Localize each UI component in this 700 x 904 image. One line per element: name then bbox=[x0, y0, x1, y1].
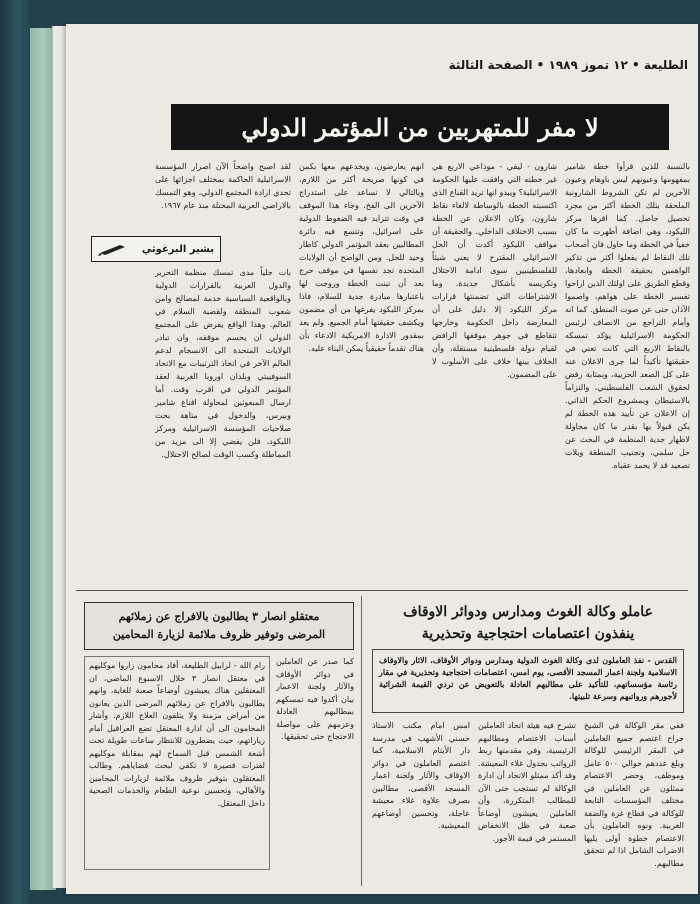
detainees-headline-line1: معتقلو انصار ٣ يطالبون بالافراج عن زملائهم bbox=[118, 610, 320, 623]
unrwa-headline-line1: عاملو وكالة الغوث ومدارس ودوائر الاوقاف bbox=[403, 604, 653, 620]
article-text: بالنسبة للذين قرأوا خطة شامير بمفهومها وعيونهم ليس باوهام وعيون الآخرين لم تكن الشروط الشارونية الملحقة بتلك الخطة أكثر من مجرد تحصيل حاصل. كما اقرها مركز الليكود، وهي اضافة أظهرت ما كان خفياً في الخطة وما حاول فان أصحاب تلك النقاط لم يفعلوا أكثر من تذكير الواهمين بحقيقة الخطة وابعادها، وقطع الطريق على اولئك الذين اراحوا تفسير الخطة على هواهم، واصموا الآذان حتى عن صوت المنطق. كما انه وأمام التراجع من الانصاف لرئيس الحكومة الاسرائيلية يؤكد تمسكه بالنقاط الاربع التي كانت تعني في حقيقتها تأكيداً لما جرى الاعلان عنه على كل الصعد الحزبية، وبمثابة رفض لحقوق الشعب الفلسطيني، والتزاماً بالاستيطان وبمشروع الحكم الذاتي. إن الاعلان عن تأييد هذه الخطة لم يكن قبولاً بها بقدر ما كان محاولة لاظهار جدية المنظمة في البحث عن حل سلمي، وتجنيب المنطقة ويلات تصعيد قد لا يحمد عقباه. bbox=[565, 162, 690, 470]
main-headline: لا مفر للمتهربين من المؤتمر الدولي bbox=[171, 104, 669, 150]
article-text: شارون - ليفي - موداعي الاربع هي غير خطته التي وافقت عليها الحكومة الاسرائيلية؟ ويبدو انها تريد القناع الذي اكتسبته الخطة بالوساطة لالغاء نقاط شارون، وكان الاعلان عن الخطة بسبب الاختلاف الداخلي. والحقيقة أن مواقف الليكود أكدت أن الحل الاسرائيلي المقترح لا يعني شيئاً للفلسطينيين سوى ادامة الاحتلال وتكريسه بأشكال جديدة. وما الاشتراطات التي تضمنتها قرارات مركز الليكود إلا دليل على أن المعارضة داخل الحكومة وخارجها تتقاطع في جوهر موقفها الرافض لقيام دولة فلسطينية مستقلة، وأن الخلاف بينها خلاف على الأسلوب لا على المضمون. bbox=[432, 162, 557, 379]
detainees-headline-line2: المرضى وتوفير ظروف ملائمة لزيارة المحامين bbox=[112, 628, 326, 641]
author-name: بشير البرغوثي bbox=[141, 243, 214, 255]
article-column-1 bbox=[565, 160, 690, 584]
binder-cover-left bbox=[0, 0, 30, 904]
issue-header: الطليعة • ١٢ تموز ١٩٨٩ • الصفحة الثالثة bbox=[448, 58, 688, 72]
unrwa-column-2: تشرح فيه هيئة اتحاد العاملين أسباب الاعتصام ومطالبهم الرئيسية، وفي مقدمتها ربط الرواتب بجدول غلاء المعيشة. وقد أكد ممثلو الاتحاد أن ادارة الوكالة لم تستجب حتى الآن للمطالب المتكررة، وأن العاملين يعيشون أوضاعاً صعبة في ظل الانخفاض المستمر في قيمة الأجور. bbox=[478, 721, 576, 843]
article-text: انهم يعارضون، ويخدعهم معها بكمن في كونها صريحة أكثر من اللازم، وبالتالي لا تساعد على استدراج الآخرين الى الفخ. وجاء هذا الموقف في وقت تتزايد فيه الضغوط الدولية على اسرائيل، وتتسع فيه دائرة المطالبين بعقد المؤتمر الدولي كاطار وحيد للحل. ومن الواضح أن الولايات المتحدة تجد نفسها في موقف حرج بعد أن تبنت الخطة وروجت لها باعتبارها مبادرة جدية للسلام، فاذا بمركز الليكود يفرغها من أي مضمون ويكشف حقيقتها أمام الجميع. ولم يعد بمقدور الادارة الامريكية الادعاء بأن هناك تقدماً حقيقياً يمكن البناء عليه. bbox=[299, 162, 424, 353]
section-divider bbox=[76, 590, 688, 591]
unrwa-headline-line2: ينفذون اعتصامات احتجاجية وتحذيرية bbox=[421, 626, 635, 642]
article-text: بات جلياً مدى تمسك منظمة التحرير والدول العربية بالقرارات الدولية وبالواقعية السياسية خدمة لمصالح وامن شعوب المنطقة ولقضية السلام في العالم. وهذا الواقع يفرض على المجتمع الدولي ان يحسم موقفه، وان تبادر الولايات المتحدة الى الانسجام لدعم العالم الآخر في اتخاذ الترتيبات مع الاتحاد السوفييتي وبلدان اوروبا الغربية لعقد المؤتمر الدولي في اقرب وقت. أما ارسال المبعوثين لمحاولة اقناع شامير وبيرس، والدخول في متاهة بحث صلاحيات المؤسسة الاسرائيلية ومركز الليكود، فلن يفضي إلا الى مزيد من المماطلة وكسب الوقت لصالح الاحتلال. bbox=[155, 268, 291, 459]
article-column-2 bbox=[432, 160, 557, 584]
newspaper-page bbox=[66, 24, 698, 894]
column-divider bbox=[361, 596, 362, 886]
unrwa-column-3: امس امام مكتب الاستاذ حسني الأشهب في مدرسة دار الأيتام الاسلامية، كما اعتصم العاملون في دوائر الاوقاف والآثار ولجنة اعمار المسجد الأقصى، مطالبين بصرف علاوة غلاء معيشة عاجلة، وتحسين أوضاعهم المعيشية. bbox=[372, 721, 470, 830]
unrwa-lead-box: القدس - نفذ العاملون لدى وكالة الغوث الدولية ومدارس ودوائر الأوقاف، الاثار والاوقاف الاسلامية ولجنة اعمار المسجد الأقصى، يوم امس، اعتصامات احتجاجية وتحذيرية في مقار رئاسة مؤسساتهم، للتأكيد على مطالبهم العادلة بالتعويض عن تردي القيمة الشرائية لأجورهم ورواتبهم وسرعة تلبيتها. bbox=[372, 649, 684, 713]
article-column-3 bbox=[299, 160, 424, 584]
detainees-headline-box bbox=[84, 602, 354, 650]
article-text: لقد اصبح واضحاً الآن اصرار المؤسسة الاسرائيلية الحاكمة بمختلف اجزائها على تحدي ارادة المجتمع الدولي، وهو التمسك بالاراضي العربية المحتلة منذ عام ١٩٦٧. bbox=[155, 162, 291, 210]
detainees-column-1 bbox=[84, 656, 270, 882]
article-column-4 bbox=[155, 160, 291, 584]
detainees-article-box: رام الله - لرابيل الطليعة، أفاد محامون زاروا موكليهم في معتقل انصار ٣ خلال الاسبوع الماضي، ان المعتقلين هناك يعيشون أوضاعاً صعبة للغاية، وانهم يطالبون بالافراج عن زملائهم المرضى الذين يعانون من أمراض مزمنة ولا يتلقون العلاج اللازم. وأشار المحامون الى أن ادارة المعتقل تضع العراقيل أمام زياراتهم، حيث يضطرون للانتظار ساعات طويلة تحت أشعة الشمس قبل السماح لهم بمقابلة موكليهم لفترات قصيرة لا تكفي لبحث قضاياهم. وطالب المعتقلون بتوفير ظروف ملائمة لزيارات المحامين والأهالي، وتحسين نوعية الطعام والخدمات الصحية داخل المعتقل. bbox=[84, 656, 270, 870]
unrwa-headline bbox=[368, 602, 688, 644]
pen-icon bbox=[96, 237, 130, 261]
detainees-column-2: كما صدر عن العاملين في دوائر الأوقاف والآثار ولجنة الاعمار بيان أكدوا فيه تمسكهم بمطالبهم العادلة وعزمهم على مواصلة الاحتجاج حتى تحقيقها. bbox=[276, 657, 354, 741]
unrwa-column-1: ففي مقر الوكالة في الشيخ جراح اعتصم جميع العاملين في المقر الرئيسي للوكالة وبلغ عددهم حوالي ٥٠٠ عامل وموظف، وحضر الاعتصام ممثلون عن العاملين في مختلف المؤسسات التابعة للوكالة في قطاع غزة والضفة الغربية. ونوه العاملون بأن الاعتصام خطوة أولى يليها الاضراب الشامل اذا لم تتحقق مطالبهم. bbox=[584, 721, 684, 868]
